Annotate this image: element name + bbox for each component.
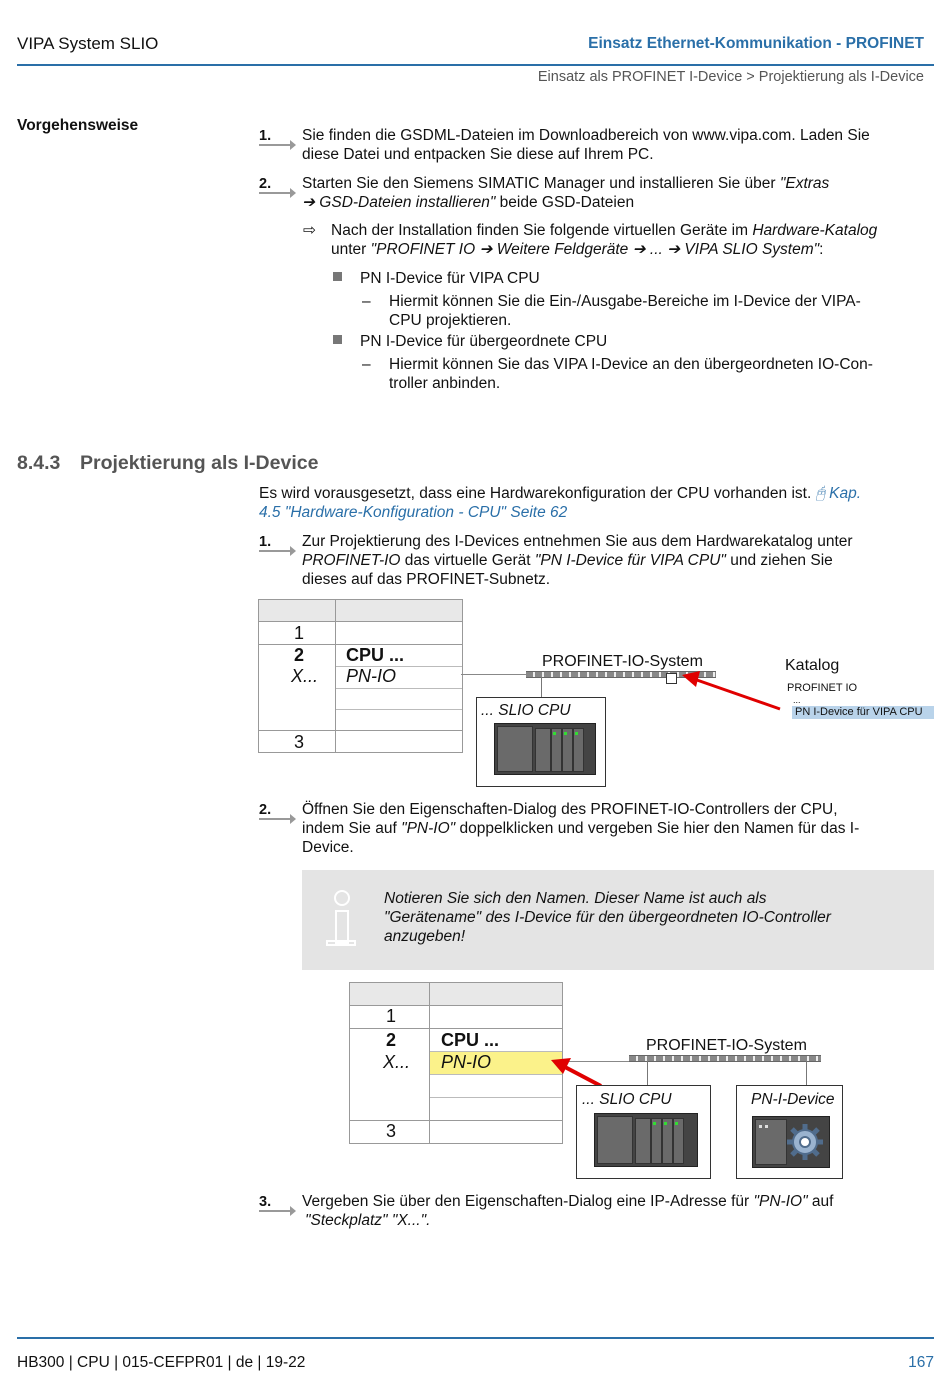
step-number: 2. [259,176,297,190]
cross-reference-link[interactable]: 4.5 "Hardware-Konfiguration - CPU" Seite 62 [259,504,568,521]
result-text: Nach der Installation finden Sie folgende virtuellen Geräte im Hardware-Katalog unter "PROFINET IO ➔ Weitere Feldgeräte ➔ ... ➔ VIPA SLIO System": [331,222,878,258]
result-arrow-icon: ⇨ [303,222,316,239]
header-rule [17,64,934,66]
device-description: Hiermit können Sie die Ein-/Ausgabe-Bereiche im I-Device der VIPA- CPU projektieren. [389,293,861,329]
gear-icon [785,1122,825,1162]
step-arrow-icon [259,1210,293,1212]
cross-reference-link[interactable]: 🖰 Kap. [815,485,862,502]
step-text: Starten Sie den Siemens SIMATIC Manager und installieren Sie über "Extras ➔ GSD-Dateien installieren" beide GSD-Dateien [302,175,830,211]
step-text: Vergeben Sie über den Eigenschaften-Dialog eine IP-Adresse für "PN-IO" auf "Steckplatz" "X...". [302,1193,834,1229]
slot-number: 2 [294,645,305,665]
slot-interface: X... [383,1052,411,1072]
cpu-hardware-icon [594,1113,698,1167]
rack-table [349,982,563,1144]
hardware-config-diagram [258,599,938,789]
slio-cpu-device[interactable] [476,697,606,787]
pn-io-interface[interactable]: PN-IO [441,1052,492,1072]
header-title: VIPA System SLIO [17,34,159,53]
catalog-ellipsis: ... [793,695,801,705]
section-heading: 8.4.3 Projektierung als I-Device [17,452,319,474]
step-arrow-icon [259,550,293,552]
catalog-title: Katalog [785,657,840,674]
intro-text: Es wird vorausgesetzt, dass eine Hardwarekonfiguration der CPU vorhanden ist. 🖰 Kap. 4.5 "Hardware-Konfiguration - CPU" Seite 62 [259,485,862,521]
dash-icon: – [362,293,371,310]
device-label: ... SLIO CPU [582,1091,672,1108]
info-icon [334,890,350,906]
header-chapter: Einsatz Ethernet-Kommunikation - PROFINET [588,35,924,52]
step-arrow-icon [259,192,293,194]
note-text: Notieren Sie sich den Namen. Dieser Name ist auch als "Gerätename" des I-Device für den übergeordneten IO-Controller anzugeben! [384,890,831,945]
square-bullet-icon [333,335,342,344]
step-number: 2. [259,802,297,816]
pn-io-config-diagram [349,982,849,1182]
header-breadcrumb: Einsatz als PROFINET I-Device > Projektierung als I-Device [537,69,924,85]
footer-rule [17,1337,934,1339]
device-label: ... SLIO CPU [481,702,571,719]
slot-number: 1 [386,1006,397,1026]
rack-table [258,599,463,753]
network-label: PROFINET-IO-System [542,653,703,670]
drag-arrow-icon [678,665,788,715]
profinet-bus[interactable] [629,1055,821,1062]
slot-interface: X... [291,666,319,686]
slio-cpu-device[interactable] [576,1085,711,1179]
catalog-item-pn-i-device[interactable]: PN I-Device für VIPA CPU [792,706,934,719]
info-note [302,870,934,970]
step-number: 1. [259,128,297,142]
device-name: PN I-Device für VIPA CPU [360,270,540,287]
pn-i-device[interactable] [736,1085,843,1179]
info-icon-stem [335,910,349,944]
page-number: 167 [908,1354,934,1371]
network-label: PROFINET-IO-System [646,1037,807,1054]
slot-number: 1 [294,623,305,643]
catalog-path[interactable]: PROFINET IO [787,682,858,694]
cpu-module[interactable]: CPU ... [441,1030,500,1050]
step-text: Sie finden die GSDML-Dateien im Downloadbereich von www.vipa.com. Laden Sie diese Datei und entpacken Sie diese auf Ihrem PC. [302,127,870,163]
dash-icon: – [362,356,371,373]
slot-number: 3 [386,1121,397,1141]
sidebar-label: Vorgehensweise [17,117,139,134]
square-bullet-icon [333,272,342,281]
step-arrow-icon [259,144,293,146]
step-number: 3. [259,1194,297,1208]
drop-target-icon [666,673,677,684]
slot-number: 3 [294,732,305,752]
footer-document-id: HB300 | CPU | 015-CEFPR01 | de | 19-22 [17,1354,306,1371]
cpu-module[interactable]: CPU ... [346,645,405,665]
slot-number: 2 [386,1030,397,1050]
device-name: PN I-Device für übergeordnete CPU [360,333,608,350]
step-text: Öffnen Sie den Eigenschaften-Dialog des PROFINET-IO-Controllers der CPU, indem Sie auf "PN-IO" doppelklicken und vergeben Sie hier den Namen für das I- Device. [302,801,860,856]
cpu-hardware-icon [494,723,596,775]
pn-io-interface[interactable]: PN-IO [346,666,397,686]
device-description: Hiermit können Sie das VIPA I-Device an den übergeordneten IO-Con- troller anbinden. [389,356,873,392]
step-number: 1. [259,534,297,548]
step-text: Zur Projektierung des I-Devices entnehmen Sie aus dem Hardwarekatalog unter PROFINET-IO das virtuelle Gerät "PN I-Device für VIPA CPU" und ziehen Sie dieses auf das PROFINET-Subnetz. [302,533,853,588]
step-arrow-icon [259,818,293,820]
device-label: PN-I-Device [751,1091,835,1108]
i-device-icon [752,1116,830,1168]
